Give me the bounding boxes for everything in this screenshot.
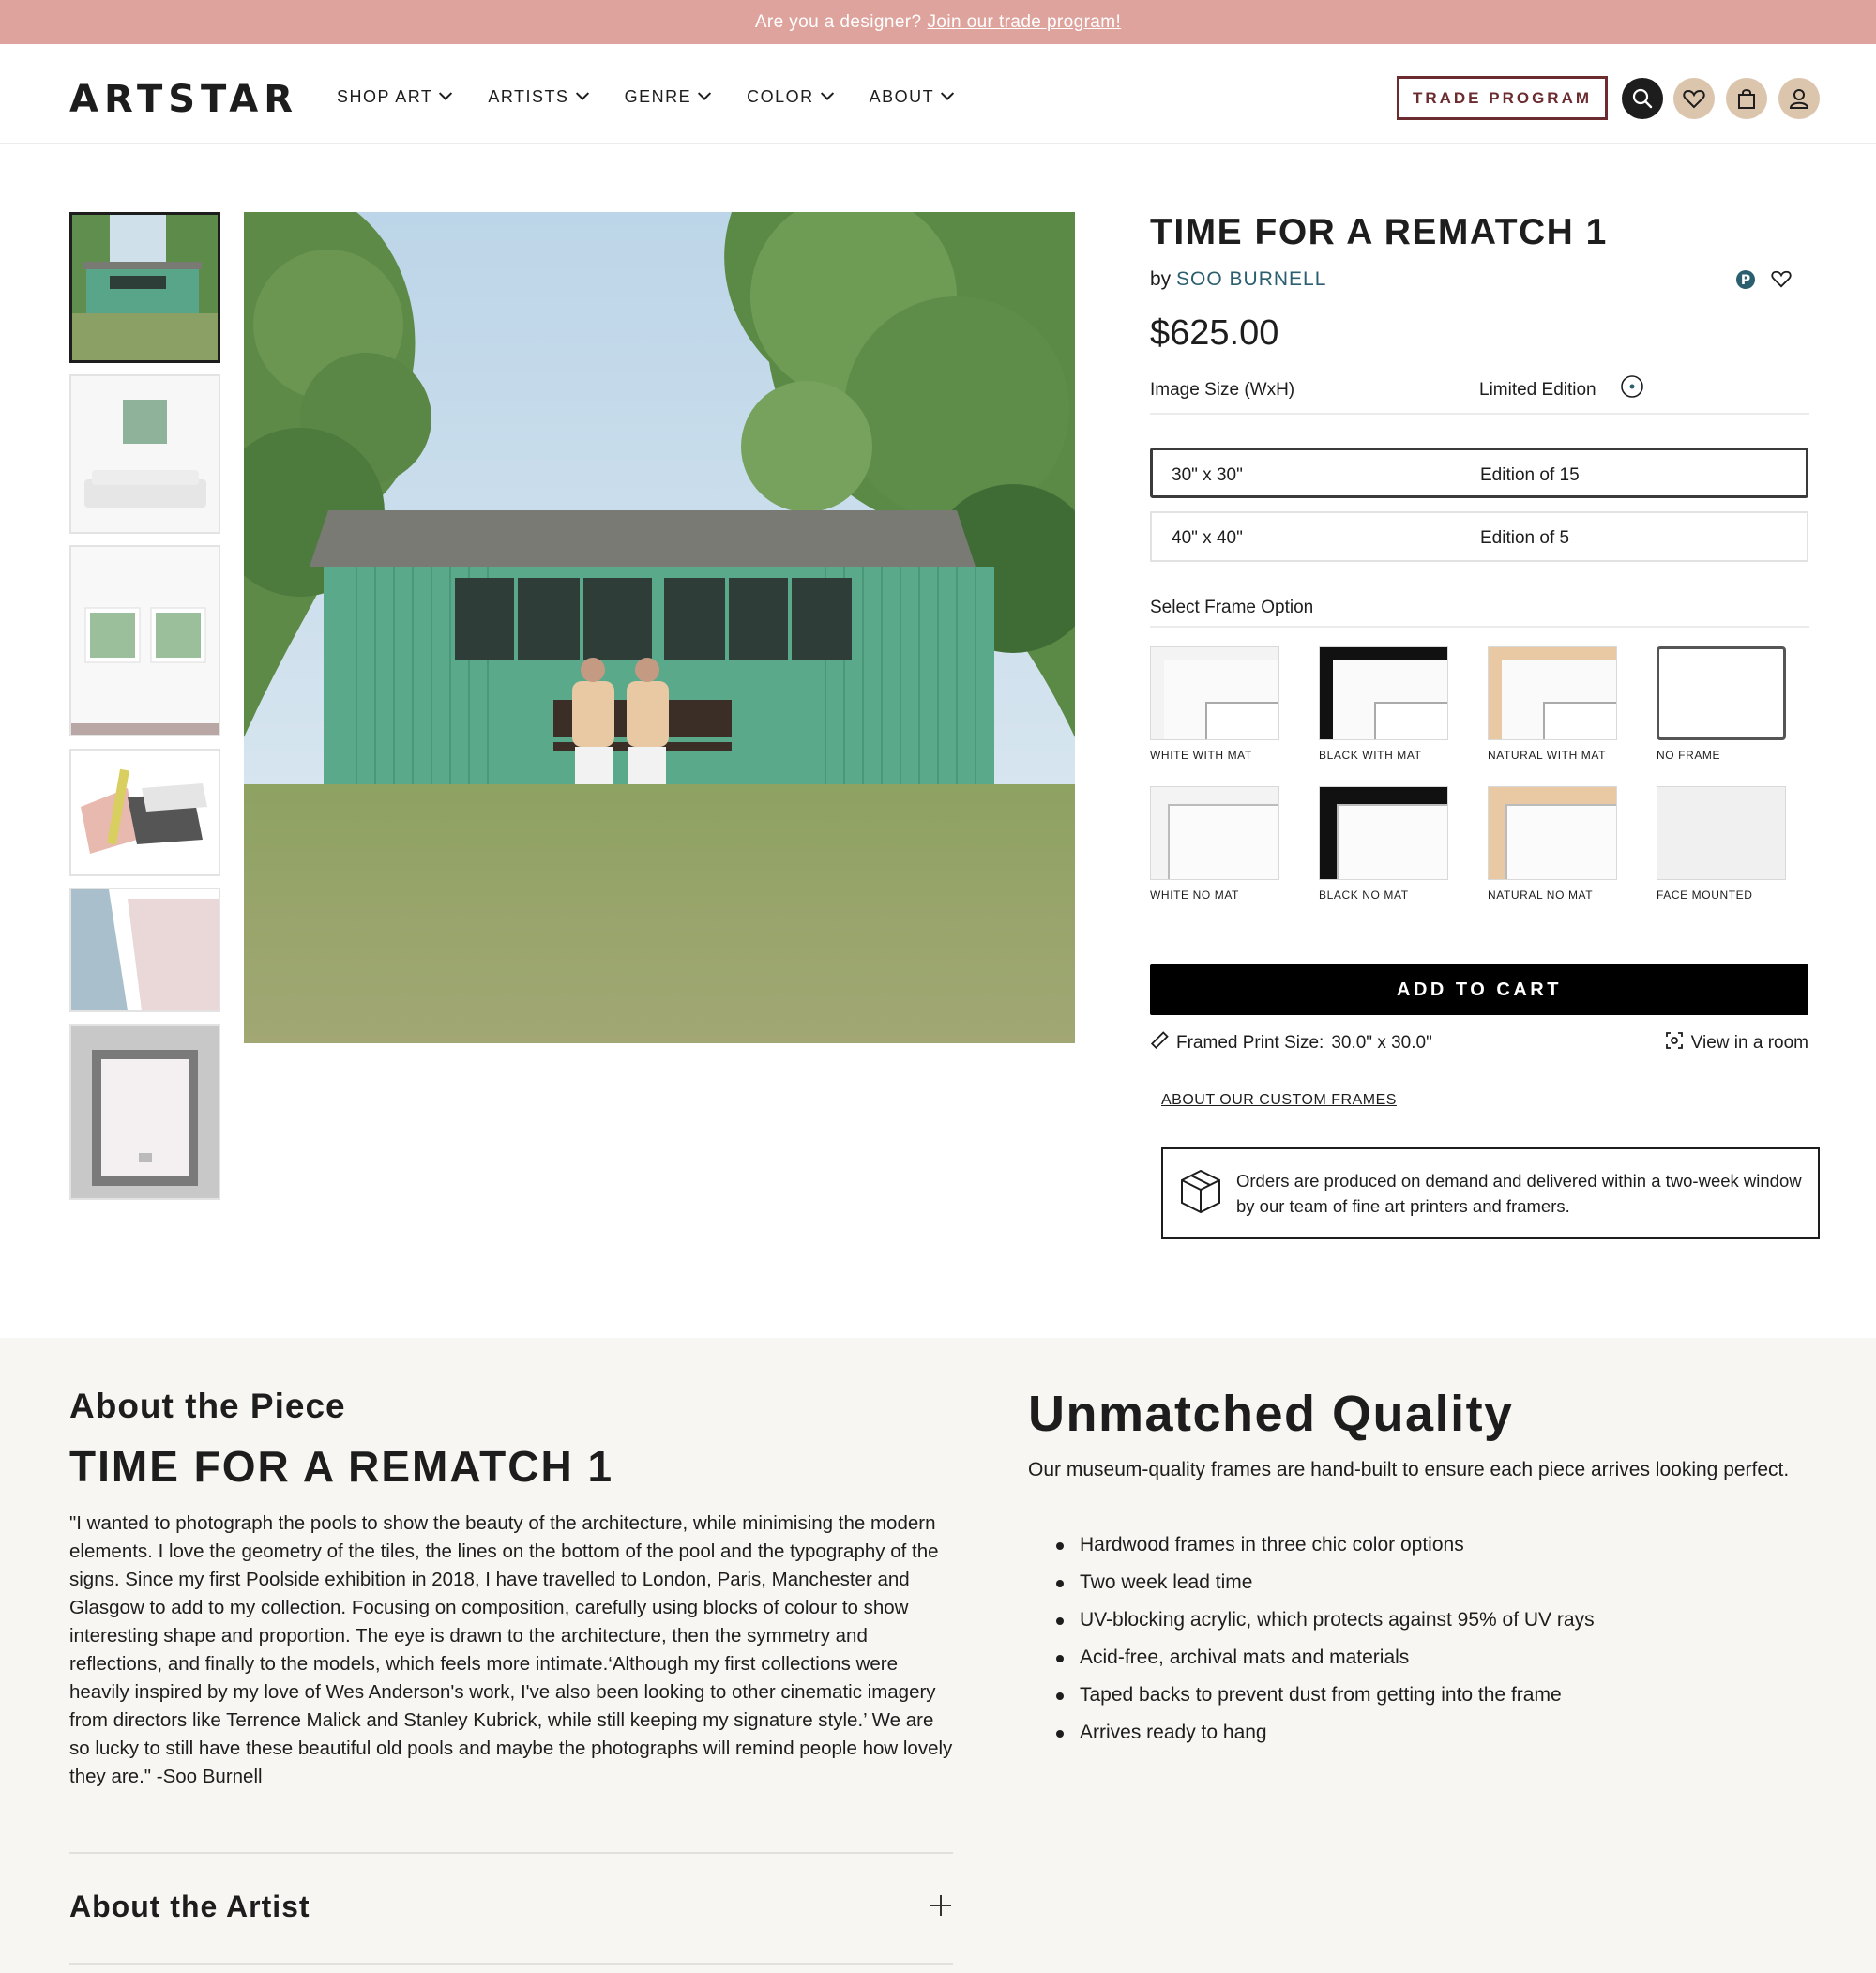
frame-label: WHITE WITH MAT [1150, 749, 1252, 762]
nav-label: GENRE [624, 87, 692, 106]
thumbnail-room-pair[interactable] [69, 545, 220, 736]
quality-heading: Unmatched Quality [1028, 1386, 1514, 1442]
thumbnail-frame-back[interactable] [69, 1024, 220, 1200]
frame-option-black-no-mat[interactable] [1319, 786, 1450, 902]
nav-genre[interactable] [625, 87, 710, 107]
frame-label: BLACK WITH MAT [1319, 749, 1422, 762]
logo[interactable]: ARTSTAR [69, 78, 298, 121]
divider [69, 1852, 953, 1854]
ruler-icon [1150, 1031, 1169, 1055]
frame-option-natural-no-mat[interactable] [1488, 786, 1619, 902]
view-room-icon [1665, 1031, 1684, 1055]
frame-option-header [1150, 598, 1809, 628]
pinterest-icon[interactable] [1735, 269, 1756, 295]
size-option-30x30[interactable] [1150, 448, 1808, 498]
expand-plus-icon[interactable] [930, 1895, 951, 1916]
frame-label: NO FRAME [1657, 749, 1721, 762]
chevron-down-icon [575, 86, 588, 99]
frame-swatch [1150, 646, 1279, 740]
size-value: 30" x 30" [1172, 465, 1243, 485]
nav-shop-art[interactable] [337, 87, 450, 107]
shipping-notice-text: Orders are produced on demand and delivered within a two-week window by our team of fine art printers and framers. [1236, 1171, 1802, 1216]
frame-header: Select Frame Option [1150, 598, 1314, 617]
size-edition-header [1150, 380, 1809, 415]
frame-option-black-with-mat[interactable] [1319, 646, 1450, 762]
quality-item: Two week lead time [1056, 1569, 1595, 1606]
frame-swatch [1657, 786, 1786, 880]
product-share-icons [1735, 269, 1792, 295]
add-to-cart-button[interactable]: ADD TO CART [1150, 964, 1808, 1015]
view-room-label: View in a room [1690, 1033, 1808, 1053]
frame-swatch [1150, 786, 1279, 880]
frame-option-face-mounted[interactable] [1657, 786, 1788, 902]
thumbnail-frame-closeup[interactable] [69, 888, 220, 1012]
frame-option-no-frame[interactable] [1657, 646, 1788, 762]
edition-header: Limited Edition [1479, 380, 1596, 400]
chevron-down-icon [698, 86, 711, 99]
promo-text: Are you a designer? [754, 11, 922, 32]
heart-icon[interactable] [1673, 78, 1715, 119]
chevron-down-icon [439, 86, 452, 99]
frame-label: WHITE NO MAT [1150, 888, 1239, 902]
quality-intro: Our museum-quality frames are hand-built to ensure each piece arrives looking perfect. [1028, 1459, 1790, 1480]
nav-label: ARTISTS [488, 87, 569, 106]
size-header: Image Size (WxH) [1150, 380, 1295, 400]
edition-value: Edition of 5 [1480, 528, 1570, 548]
favorite-heart-icon[interactable] [1771, 269, 1792, 295]
frame-label: BLACK NO MAT [1319, 888, 1409, 902]
quality-item: Taped backs to prevent dust from getting into the frame [1056, 1681, 1595, 1719]
chevron-down-icon [821, 86, 834, 99]
about-artist-heading[interactable]: About the Artist [69, 1890, 310, 1923]
frame-option-white-with-mat[interactable] [1150, 646, 1281, 762]
nav-label: COLOR [747, 87, 814, 106]
frame-swatch [1488, 786, 1617, 880]
site-header [0, 44, 1876, 144]
nav-artists[interactable] [488, 87, 586, 107]
view-in-room-link[interactable] [1665, 1031, 1808, 1055]
nav-color[interactable] [747, 87, 832, 107]
nav-label: SHOP ART [337, 87, 433, 106]
nav-label: ABOUT [869, 87, 935, 106]
product-title: TIME FOR A REMATCH 1 [1150, 212, 1608, 252]
frame-swatch [1319, 786, 1448, 880]
byline-prefix: by [1150, 268, 1172, 290]
info-icon[interactable] [1620, 374, 1644, 404]
frame-label: NATURAL NO MAT [1488, 888, 1594, 902]
main-artwork-image[interactable] [244, 212, 1075, 1043]
user-icon[interactable] [1778, 78, 1820, 119]
frame-swatch [1488, 646, 1617, 740]
about-piece-title: TIME FOR A REMATCH 1 [69, 1442, 614, 1491]
artist-link[interactable]: SOO BURNELL [1176, 268, 1327, 290]
frame-swatch [1657, 646, 1786, 740]
thumbnail-photo[interactable] [69, 212, 220, 363]
about-custom-frames-link[interactable]: ABOUT OUR CUSTOM FRAMES [1161, 1092, 1397, 1108]
framed-size-value: 30.0" x 30.0" [1331, 1033, 1432, 1053]
size-value: 40" x 40" [1172, 528, 1243, 548]
box-icon [1178, 1168, 1223, 1220]
quality-list [1056, 1531, 1595, 1756]
about-piece-description: "I wanted to photograph the pools to show the beauty of the architecture, while minimising the modern elements. I love the geometry of the tiles, the lines on the bottom of the pool and the typography of the signs. Since my first Poolside exhibition in 2018, I have travelled to London, Paris, Manchester and Glasgow to add to my collection. Focusing on composition, carefully using blocks of colour to show interesting shape and proportion. The eye is drawn to the architecture, then the symmetry and reflections, and finally to the models, which feels more intimate.‘Although my first collections were heavily inspired by my love of Wes Anderson's work, I've also been looking to other cinematic imagery from directors like Terrence Malick and Stanley Kubrick, while still keeping my signature style.’ We are so lucky to still have these beautiful old pools and maybe the photographs will remind people how lovely they are." -Soo Burnell [69, 1512, 953, 1787]
frame-label: NATURAL WITH MAT [1488, 749, 1607, 762]
framed-print-size [1150, 1031, 1432, 1055]
bag-icon[interactable] [1726, 78, 1767, 119]
main-nav [337, 87, 990, 107]
svg-text:P: P [1740, 273, 1751, 288]
quality-item: Arrives ready to hang [1056, 1719, 1595, 1756]
framed-size-label: Framed Print Size: [1176, 1033, 1324, 1053]
frame-option-white-no-mat[interactable] [1150, 786, 1281, 902]
shipping-notice [1161, 1147, 1820, 1239]
size-option-40x40[interactable] [1150, 511, 1808, 562]
artist-byline [1150, 268, 1326, 291]
divider [69, 1963, 953, 1965]
quality-item: UV-blocking acrylic, which protects against 95% of UV rays [1056, 1606, 1595, 1644]
quality-item: Acid-free, archival mats and materials [1056, 1644, 1595, 1681]
quality-item: Hardwood frames in three chic color options [1056, 1531, 1595, 1569]
trade-program-button[interactable]: TRADE PROGRAM [1397, 76, 1608, 120]
thumbnail-frame-corners[interactable] [69, 749, 220, 876]
frame-swatch [1319, 646, 1448, 740]
promo-banner [0, 0, 1876, 44]
frame-option-natural-with-mat[interactable] [1488, 646, 1619, 762]
chevron-down-icon [941, 86, 954, 99]
about-piece-heading: About the Piece [69, 1387, 346, 1425]
edition-value: Edition of 15 [1480, 465, 1580, 485]
trade-program-link[interactable]: Join our trade program! [927, 11, 1122, 32]
nav-about[interactable] [870, 87, 953, 107]
search-icon[interactable] [1622, 78, 1663, 119]
product-price: $625.00 [1150, 313, 1279, 353]
frame-label: FACE MOUNTED [1657, 888, 1753, 902]
thumbnail-room-sofa[interactable] [69, 374, 220, 534]
